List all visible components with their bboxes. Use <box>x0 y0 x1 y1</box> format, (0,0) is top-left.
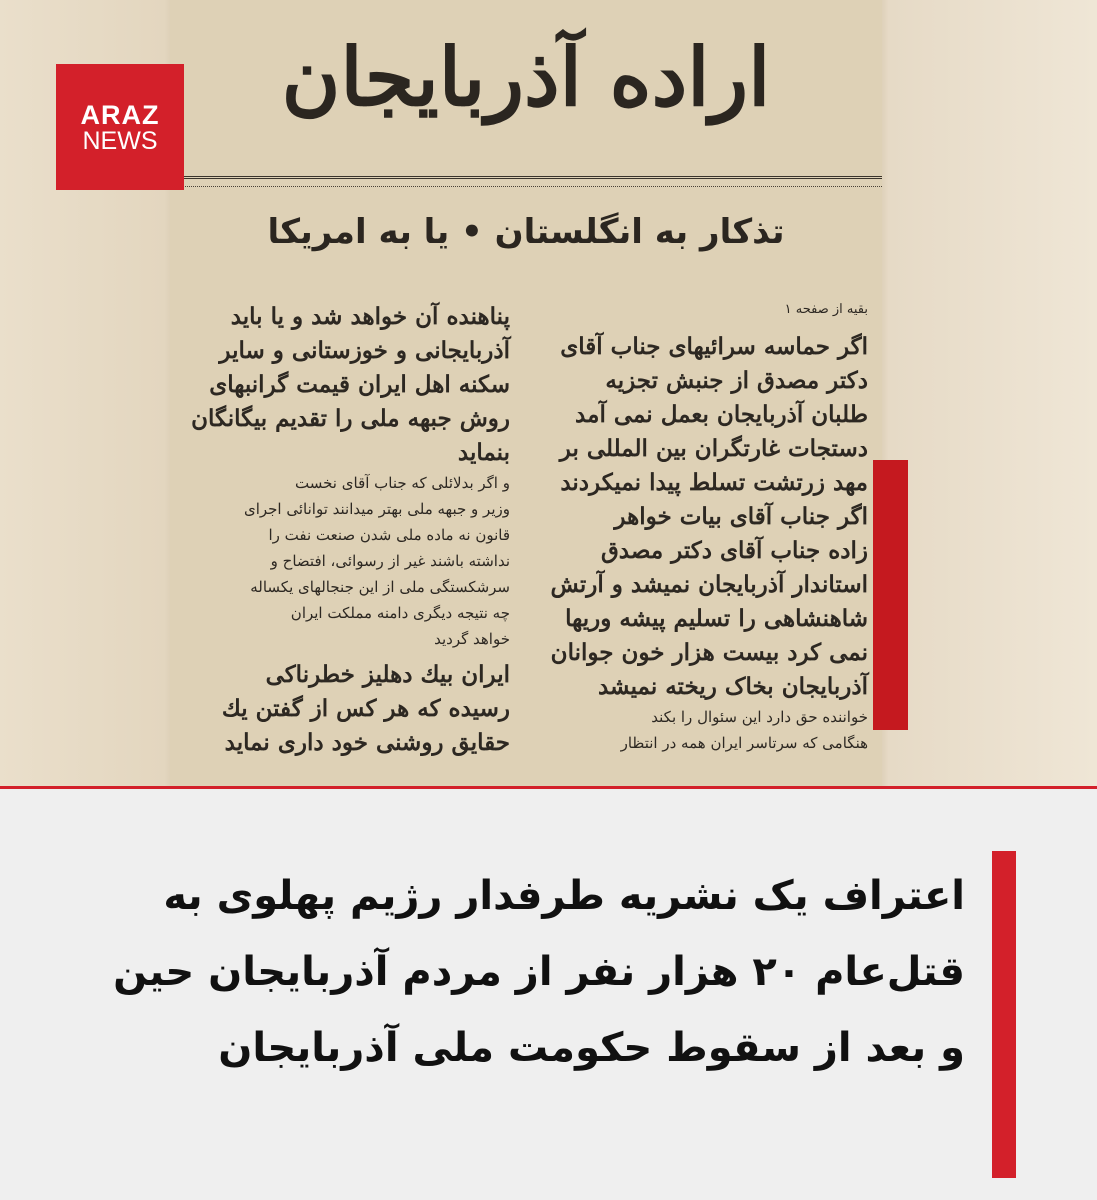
text-line: خواهد گردید <box>434 630 510 648</box>
text-line: و اگر بدلائلی که جناب آقای نخست <box>295 474 510 492</box>
araz-news-logo <box>56 64 184 190</box>
headline-line: اعتراف یک نشریه طرفدار رژیم پهلوی به <box>163 873 965 919</box>
text-line: هنگامی که سرتاسر ایران همه در انتظار <box>620 734 868 752</box>
text-line: چه نتیجه دیگری دامنه مملکت ایران <box>290 604 510 622</box>
text-line: پناهنده آن خواهد شد و یا باید <box>230 303 510 330</box>
red-accent-bar <box>873 460 908 730</box>
text-line: آذربایجان بخاک ریخته نمیشد <box>597 673 868 700</box>
logo-text-araz: ARAZ <box>80 100 160 130</box>
text-line: سرشکستگی ملی از این جنجالهای یکساله <box>250 578 510 596</box>
text-line: حقایق روشنی خود داری نماید <box>224 729 510 756</box>
headline <box>65 858 965 1086</box>
left-column <box>176 300 510 760</box>
text-line: نمی کرد بیست هزار خون جوانان <box>550 639 868 666</box>
newspaper-masthead: اراده آذربایجان <box>281 30 771 124</box>
text-line: وزیر و جبهه ملی بهتر میدانند توانائی اجرای <box>243 500 510 518</box>
right-column <box>518 300 868 756</box>
divider <box>170 186 882 187</box>
text-line: شاهنشاهی را تسلیم پیشه وریها <box>565 605 868 632</box>
logo-text-news: NEWS <box>82 127 158 155</box>
headline-line: و بعد از سقوط حکومت ملی آذربایجان <box>218 1025 965 1071</box>
text-line: روش جبهه ملی را تقدیم بیگانگان <box>191 405 510 432</box>
headline-line: قتل‌عام ۲۰ هزار نفر از مردم آذربایجان حین <box>113 949 965 995</box>
text-line: مهد زرتشت تسلط پیدا نمیکردند <box>560 469 868 496</box>
newspaper-scan <box>170 0 882 788</box>
text-line: نداشته باشند غیر از رسوائی، افتضاح و <box>270 552 510 570</box>
text-line: خواننده حق دارد این سئوال را بکند <box>651 708 868 726</box>
text-line: زاده جناب آقای دکتر مصدق <box>600 537 868 564</box>
text-line: رسیده که هر کس از گفتن یك <box>221 695 510 722</box>
text-line: سکنه اهل ایران قیمت گرانبهای <box>209 371 510 398</box>
text-line: ایران بیك دهلیز خطرناکی <box>265 661 510 688</box>
red-side-bar <box>992 851 1016 1178</box>
text-line: دکتر مصدق از جنبش تجزیه <box>605 367 868 394</box>
continued-note: بقیه از صفحه ۱ <box>784 302 868 317</box>
text-line: اگر جناب آقای بیات خواهر <box>614 503 868 530</box>
newspaper-subhead: تذکار به انگلستان • یا به امریکا <box>267 212 785 252</box>
text-line: بنماید <box>457 439 510 466</box>
text-line: استاندار آذربایجان نمیشد و آرتش <box>550 571 868 598</box>
text-line: آذربایجانی و خوزستانی و سایر <box>219 337 510 364</box>
text-line: اگر حماسه سرائیهای جناب آقای <box>560 333 868 360</box>
divider <box>170 176 882 179</box>
text-line: دستجات غارتگران بین المللی بر <box>559 435 868 462</box>
text-line: طلبان آذربایجان بعمل نمی آمد <box>575 401 868 428</box>
text-line: قانون نه ماده ملی شدن صنعت نفت را <box>268 526 510 544</box>
